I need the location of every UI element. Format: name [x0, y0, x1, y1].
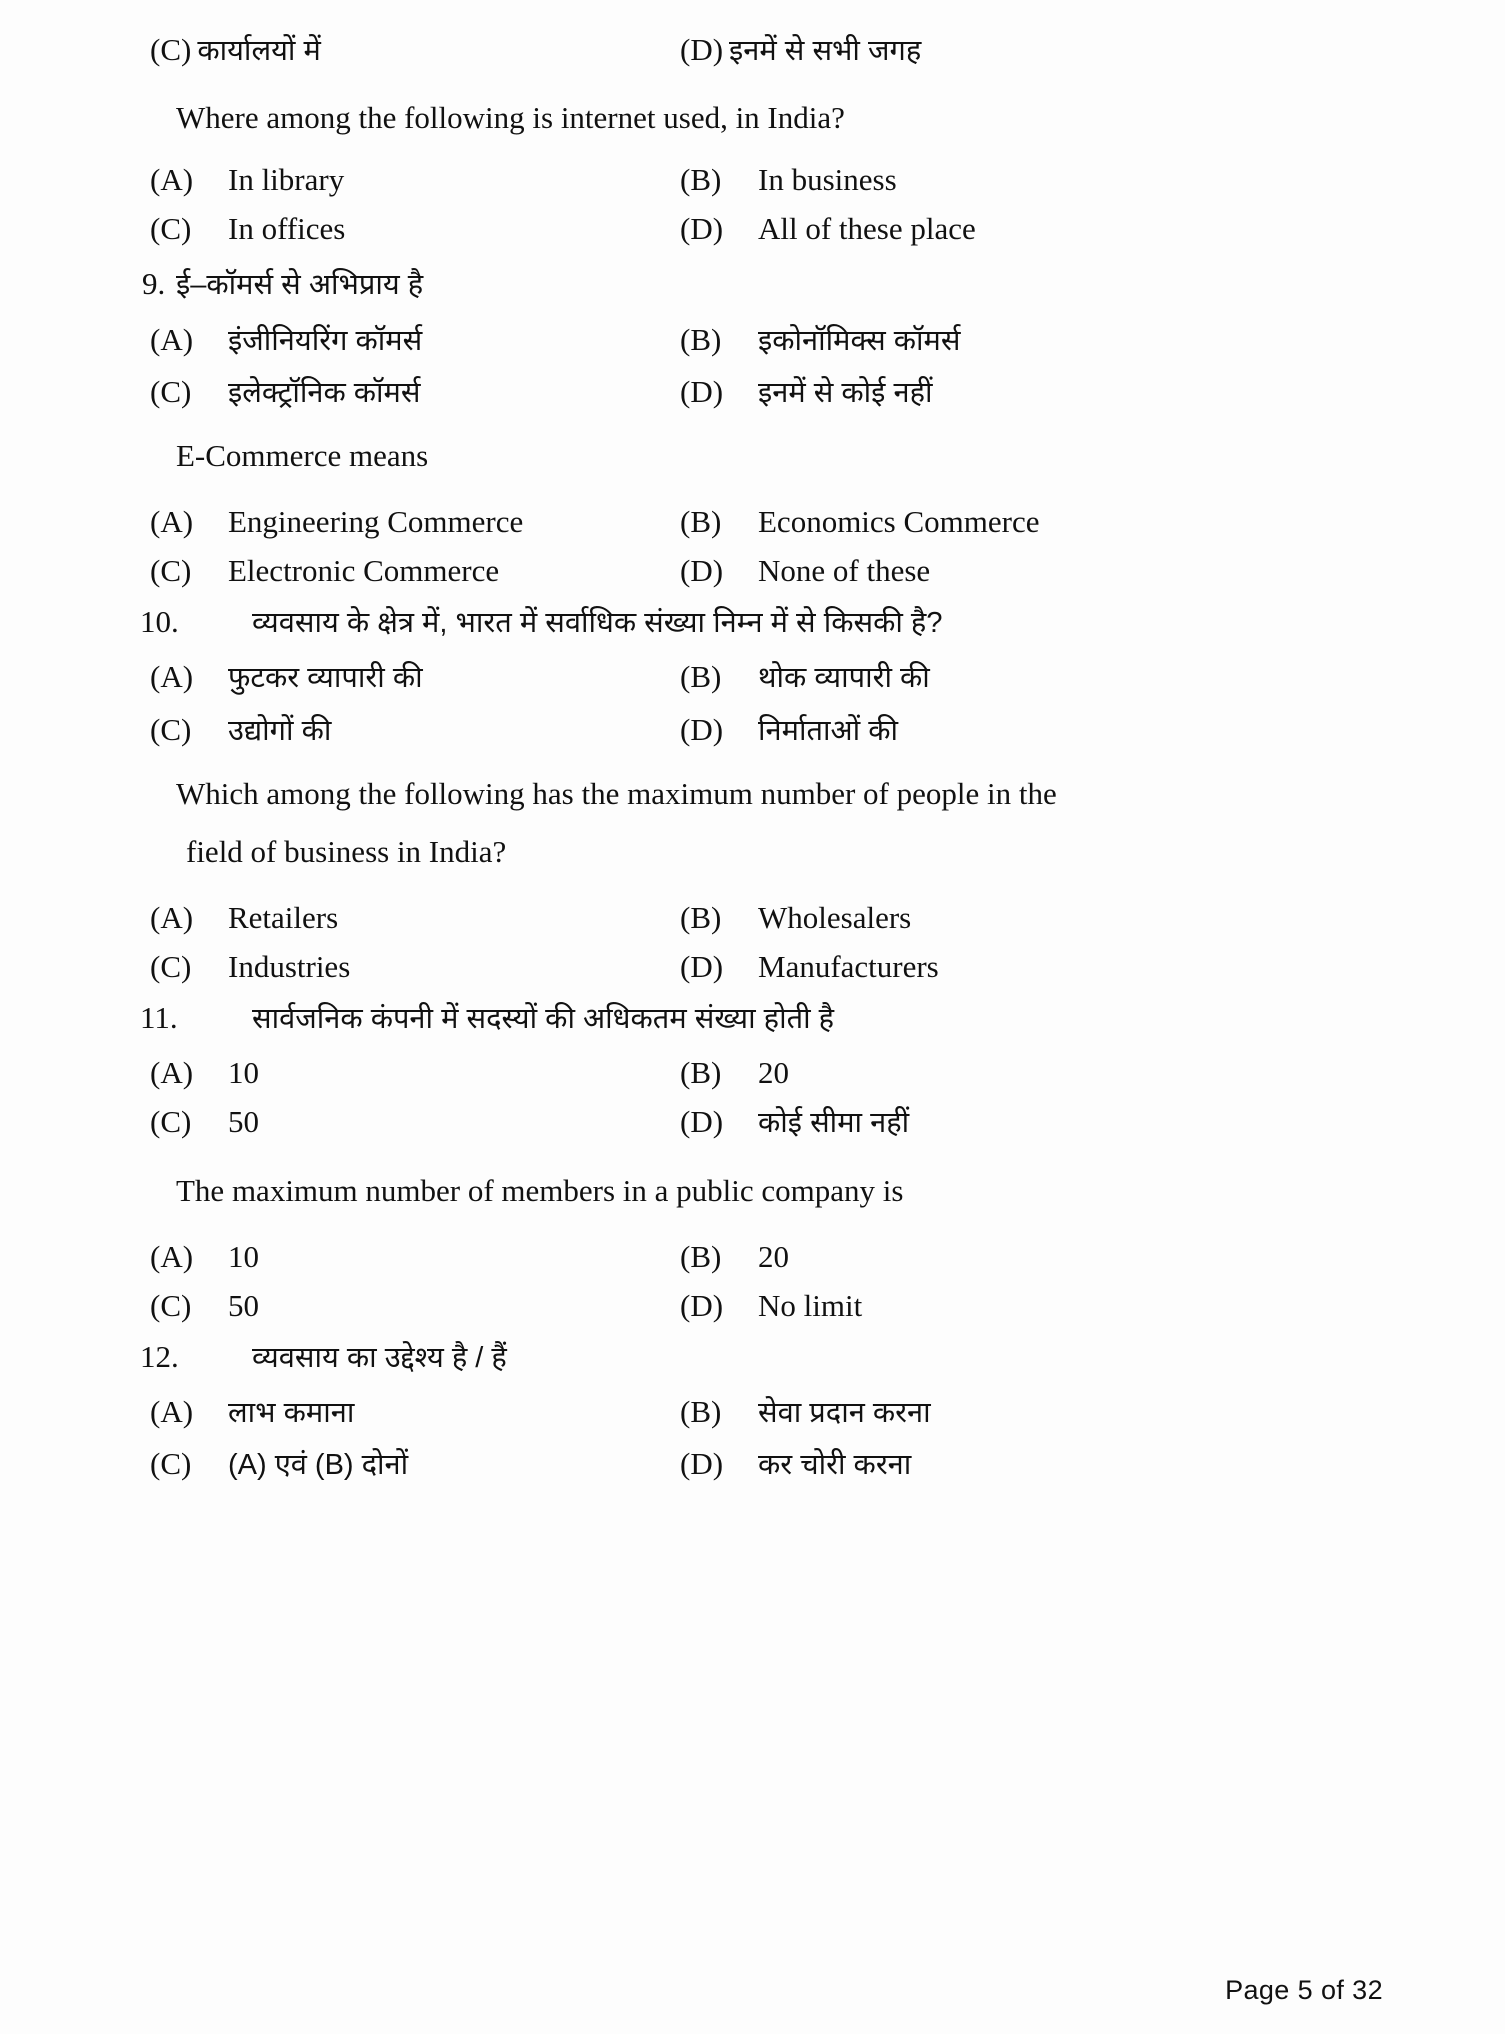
option-label-a: (A) [150, 659, 194, 695]
question-number: 12. [140, 1338, 179, 1374]
question-stem-line2: field of business in India? [186, 834, 507, 870]
option-text-c: उद्योगों की [228, 714, 332, 747]
option-a [150, 162, 680, 198]
option-row-ab [150, 900, 1230, 936]
option-label-b: (B) [680, 321, 722, 357]
option-b [680, 321, 1230, 358]
option-row-cd [150, 711, 1230, 748]
question-stem: Where among the following is internet used, in India? [176, 100, 845, 136]
option-text-c: 50 [228, 1287, 259, 1323]
option-d [680, 949, 1230, 985]
option-label-c: (C) [150, 1446, 192, 1482]
option-text-b: 20 [758, 1238, 789, 1274]
option-label-a: (A) [150, 1055, 194, 1091]
option-text-d: इनमें से कोई नहीं [758, 376, 933, 409]
option-label-a: (A) [150, 321, 194, 357]
option-text-a: 10 [228, 1055, 259, 1091]
option-c [150, 1287, 680, 1323]
option-d [680, 553, 1230, 589]
option-a [150, 1393, 680, 1430]
option-b [680, 504, 1230, 540]
option-label-d: (D) [680, 553, 724, 589]
option-text-a: इंजीनियरिंग कॉमर्स [228, 324, 423, 357]
option-row-cd [150, 1287, 1230, 1323]
option-row-ab [150, 162, 1230, 198]
option-a [150, 1238, 680, 1274]
question-q10-english-stem-line1 [150, 770, 1330, 818]
option-label-b: (B) [680, 504, 722, 540]
option-d [680, 711, 1230, 748]
option-text-d: इनमें से सभी जगह [729, 35, 922, 67]
option-c [150, 949, 680, 985]
option-row-cd [150, 1106, 1230, 1140]
option-label-b: (B) [680, 1238, 722, 1274]
carryover-option-row [150, 34, 1230, 68]
option-text-a: Retailers [228, 900, 339, 936]
option-c [150, 34, 680, 68]
option-text-b: Economics Commerce [758, 504, 1040, 540]
option-d [680, 1106, 1230, 1140]
option-text-d: No limit [758, 1287, 863, 1323]
option-text-c: Electronic Commerce [228, 553, 500, 589]
option-text-d: None of these [758, 553, 931, 589]
option-c [150, 711, 680, 748]
option-b [680, 162, 1230, 198]
option-text-c: इलेक्ट्रॉनिक कॉमर्स [228, 376, 421, 409]
question-number: 9. [142, 266, 166, 302]
option-label-c: (C) [150, 711, 192, 747]
option-label-d: (D) [680, 1104, 724, 1140]
option-text-c: (A) एवं (B) दोनों [228, 1449, 409, 1482]
option-text-b: इकोनॉमिक्स कॉमर्स [758, 324, 961, 357]
option-d [680, 211, 1230, 247]
page-footer-text: Page 5 of 32 [1225, 1975, 1383, 2005]
option-b [680, 661, 1230, 695]
question-stem-line1: Which among the following has the maximum number of people in the [176, 776, 1057, 812]
option-b [680, 900, 1230, 936]
question-q9-hindi-stem [142, 266, 1330, 305]
option-row-cd [150, 949, 1230, 985]
option-text-c: 50 [228, 1104, 259, 1140]
question-list [140, 32, 1330, 1483]
option-label-a: (A) [150, 162, 194, 198]
option-b [680, 1238, 1230, 1274]
option-a [150, 661, 680, 695]
option-label-b: (B) [680, 659, 722, 695]
question-q11-hindi-stem [140, 1000, 1330, 1039]
option-text-a: Engineering Commerce [228, 504, 524, 540]
option-a [150, 504, 680, 540]
question-number: 10. [140, 604, 179, 640]
option-row-ab [150, 321, 1230, 358]
option-row-cd [150, 1448, 1230, 1482]
option-label-d: (D) [680, 711, 724, 747]
option-label-a: (A) [150, 900, 194, 936]
option-label-b: (B) [680, 900, 722, 936]
option-row-ab [150, 661, 1230, 695]
option-row-ab [150, 1055, 1230, 1091]
option-a [150, 900, 680, 936]
option-text-b: सेवा प्रदान करना [758, 1396, 931, 1429]
option-row-cd [150, 373, 1230, 410]
option-label-a: (A) [150, 1238, 194, 1274]
option-c [150, 373, 680, 410]
option-d [680, 1448, 1230, 1482]
option-b [680, 1055, 1230, 1091]
option-c [150, 1106, 680, 1140]
option-text-a: लाभ कमाना [228, 1396, 355, 1429]
question-q9-english-stem [150, 432, 1330, 480]
question-number: 11. [140, 1000, 178, 1036]
option-label-b: (B) [680, 1055, 722, 1091]
option-label-d: (D) [680, 1287, 724, 1323]
option-d [680, 1287, 1230, 1323]
option-text-d: कर चोरी करना [758, 1449, 912, 1482]
option-label-c: (C) [150, 1104, 192, 1140]
option-label-b: (B) [680, 162, 722, 198]
question-stem: The maximum number of members in a public company is [176, 1172, 904, 1208]
option-c [150, 1448, 680, 1482]
page-footer [1225, 1975, 1383, 2006]
option-label-d: (D) [680, 211, 724, 247]
question-stem: सार्वजनिक कंपनी में सदस्यों की अधिकतम संख्या होती है [252, 1003, 835, 1036]
option-row-ab [150, 1238, 1230, 1274]
question-stem: व्यवसाय का उद्देश्य है / हैं [252, 1341, 507, 1374]
option-label-c: (C) [150, 1287, 192, 1323]
option-text-a: In library [228, 162, 345, 198]
option-row-cd [150, 211, 1230, 247]
option-label-a: (A) [150, 504, 194, 540]
option-a [150, 321, 680, 358]
option-b [680, 1393, 1230, 1430]
option-label-d: (D) [680, 373, 724, 409]
option-text-c: In offices [228, 211, 346, 247]
option-a [150, 1055, 680, 1091]
question-q11-english-stem [150, 1167, 1330, 1215]
option-text-c: Industries [228, 949, 351, 985]
option-text-b: थोक व्यापारी की [758, 662, 930, 695]
option-label-d: (D) [680, 949, 724, 985]
question-q12-hindi-stem [140, 1338, 1330, 1378]
option-label-b: (B) [680, 1393, 722, 1429]
option-c [150, 211, 680, 247]
option-label-c: (C) [150, 553, 192, 589]
option-text-d: Manufacturers [758, 949, 939, 985]
option-text-b: Wholesalers [758, 900, 912, 936]
option-label-c: (C) [150, 949, 192, 985]
option-text-d: निर्माताओं की [758, 714, 898, 747]
option-label-d: (D) [680, 1446, 724, 1482]
option-row-ab [150, 1393, 1230, 1430]
option-label-a: (A) [150, 1393, 194, 1429]
option-d [680, 373, 1230, 410]
option-text-a: फुटकर व्यापारी की [228, 662, 423, 695]
option-text-d: All of these place [758, 211, 976, 247]
option-text-a: 10 [228, 1238, 259, 1274]
option-c [150, 553, 680, 589]
option-row-cd [150, 553, 1230, 589]
question-stem: ई–कॉमर्स से अभिप्राय है [176, 269, 424, 302]
option-text-d: कोई सीमा नहीं [758, 1107, 910, 1140]
option-text-c: कार्यालयों में [197, 35, 321, 67]
option-text-b: In business [758, 162, 897, 198]
option-label-c: (C) [150, 211, 192, 247]
option-label-c: (C) [150, 32, 192, 67]
option-text-b: 20 [758, 1055, 789, 1091]
question-q8-english-stem [150, 94, 1330, 142]
option-label-c: (C) [150, 373, 192, 409]
option-row-ab [150, 504, 1230, 540]
option-d [680, 34, 1230, 68]
question-stem: E-Commerce means [176, 438, 429, 474]
question-q10-hindi-stem [140, 604, 1330, 643]
question-q10-english-stem-line2 [150, 828, 1330, 876]
question-stem: व्यवसाय के क्षेत्र में, भारत में सर्वाधिक संख्या निम्न में से किसकी है? [252, 607, 943, 640]
option-label-d: (D) [680, 32, 724, 67]
